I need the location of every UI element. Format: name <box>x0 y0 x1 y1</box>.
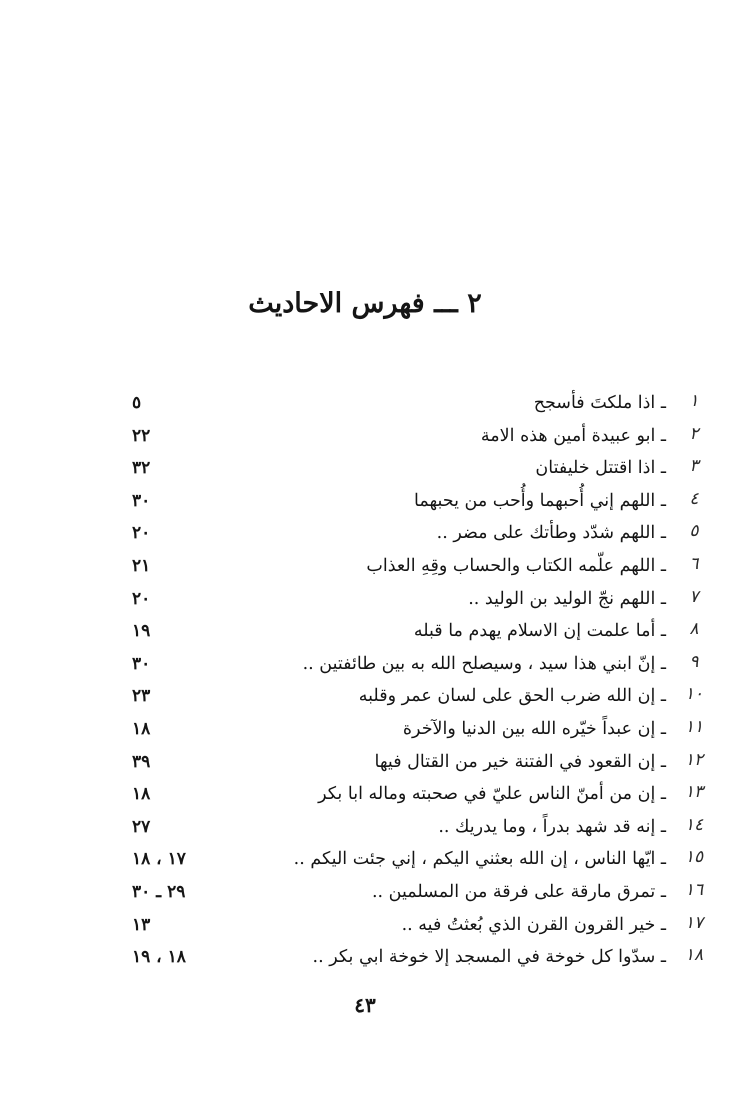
entry-number: ١٨ <box>684 945 704 966</box>
list-item <box>0 519 730 552</box>
hadith-text: ـ أما علمت إن الاسلام يهدم ما قبله <box>413 621 666 642</box>
entry-number: ٥ <box>689 521 699 542</box>
page-reference: ٥ <box>132 393 142 413</box>
page-number: ٤٣ <box>354 993 376 1017</box>
entry-number: ١٢ <box>684 749 704 770</box>
list-item <box>0 585 730 618</box>
entry-number: ٧ <box>689 586 699 607</box>
list-item <box>0 552 730 585</box>
entry-number: ١ <box>689 391 699 411</box>
entry-number: ٩ <box>689 651 699 672</box>
hadith-text: ـ اذا ملكتَ فأسجح <box>533 393 666 413</box>
page-reference: ٢٠ <box>132 523 151 544</box>
entry-number: ٣ <box>689 456 699 477</box>
page-reference: ٢١ <box>132 555 151 576</box>
entry-number: ٦ <box>689 553 699 574</box>
entry-number: ١٣ <box>684 782 704 803</box>
entry-number: ٨ <box>689 619 699 640</box>
list-item <box>0 780 730 813</box>
list-item <box>0 715 730 748</box>
page-reference: ٢٩ ـ ٣٠ <box>132 881 186 902</box>
page-reference: ٢٣ <box>132 686 151 707</box>
page-reference: ٣٠ <box>132 490 151 511</box>
list-item <box>0 911 730 944</box>
page-reference: ١٩ <box>132 621 151 642</box>
page-reference: ١٨ <box>132 718 151 739</box>
list-item <box>0 943 730 976</box>
list-item <box>0 617 730 650</box>
page-reference: ٣٢ <box>132 458 151 479</box>
page-reference: ١٧ ، ١٨ <box>132 849 186 870</box>
entry-number: ١٦ <box>684 879 704 900</box>
hadith-text: ـ إنّ ابني هذا سيد ، وسيصلح الله به بين طائفتين .. <box>302 653 666 674</box>
entry-number: ١٠ <box>684 684 704 705</box>
hadith-text: ـ اللهم إني أُحبهما وأُحب من يحبهما <box>414 490 666 511</box>
list-item <box>0 748 730 781</box>
hadith-index-list <box>0 389 730 976</box>
hadith-text: ـ اللهم علّمه الكتاب والحساب وقِهِ العذاب <box>366 555 666 576</box>
list-item <box>0 878 730 911</box>
hadith-text: ـ خير القرون القرن الذي بُعثتُ فيه .. <box>401 914 666 935</box>
list-item <box>0 422 730 455</box>
page-reference: ٣٩ <box>132 751 151 772</box>
hadith-text: ـ إن من أمنّ الناس عليّ في صحبته وماله ابا بكر <box>318 784 666 805</box>
page-reference: ١٨ <box>132 784 151 805</box>
page-reference: ٢٢ <box>132 425 151 446</box>
page-reference: ١٣ <box>132 914 151 935</box>
hadith-text: ـ إنه قد شهد بدراً ، وما يدريك .. <box>438 816 666 837</box>
list-item <box>0 454 730 487</box>
hadith-text: ـ تمرق مارقة على فرقة من المسلمين .. <box>371 881 666 902</box>
hadith-text: ـ سدّوا كل خوخة في المسجد إلا خوخة ابي بكر .. <box>312 947 666 968</box>
list-item <box>0 650 730 683</box>
page-title: ٢ ـــ فهرس الاحاديث <box>248 288 482 319</box>
page-reference: ٣٠ <box>132 653 151 674</box>
entry-number: ١٤ <box>684 814 704 835</box>
hadith-text: ـ ايّها الناس ، إن الله بعثني اليكم ، إني جئت اليكم .. <box>293 849 666 870</box>
page-reference: ٢٧ <box>132 816 151 837</box>
hadith-text: ـ إن القعود في الفتنة خير من القتال فيها <box>374 751 666 772</box>
list-item <box>0 845 730 878</box>
entry-number: ١٧ <box>684 912 704 933</box>
page-reference: ١٨ ، ١٩ <box>132 947 186 968</box>
hadith-text: ـ اذا اقتتل خليفتان <box>535 458 666 479</box>
page-reference: ٢٠ <box>132 588 151 609</box>
entry-number: ٢ <box>689 423 699 444</box>
entry-number: ١٥ <box>684 847 704 868</box>
list-item <box>0 813 730 846</box>
list-item <box>0 389 730 422</box>
hadith-text: ـ إن الله ضرب الحق على لسان عمر وقلبه <box>358 686 666 707</box>
entry-number: ١١ <box>684 716 704 737</box>
hadith-text: ـ إن عبداً خيّره الله بين الدنيا والآخرة <box>402 718 666 739</box>
hadith-text: ـ ابو عبيدة أمين هذه الامة <box>480 425 666 446</box>
entry-number: ٤ <box>689 488 699 509</box>
hadith-text: ـ اللهم شدّد وطأتك على مضر .. <box>436 523 666 544</box>
list-item <box>0 487 730 520</box>
list-item <box>0 682 730 715</box>
hadith-text: ـ اللهم نجّ الوليد بن الوليد .. <box>468 588 666 609</box>
